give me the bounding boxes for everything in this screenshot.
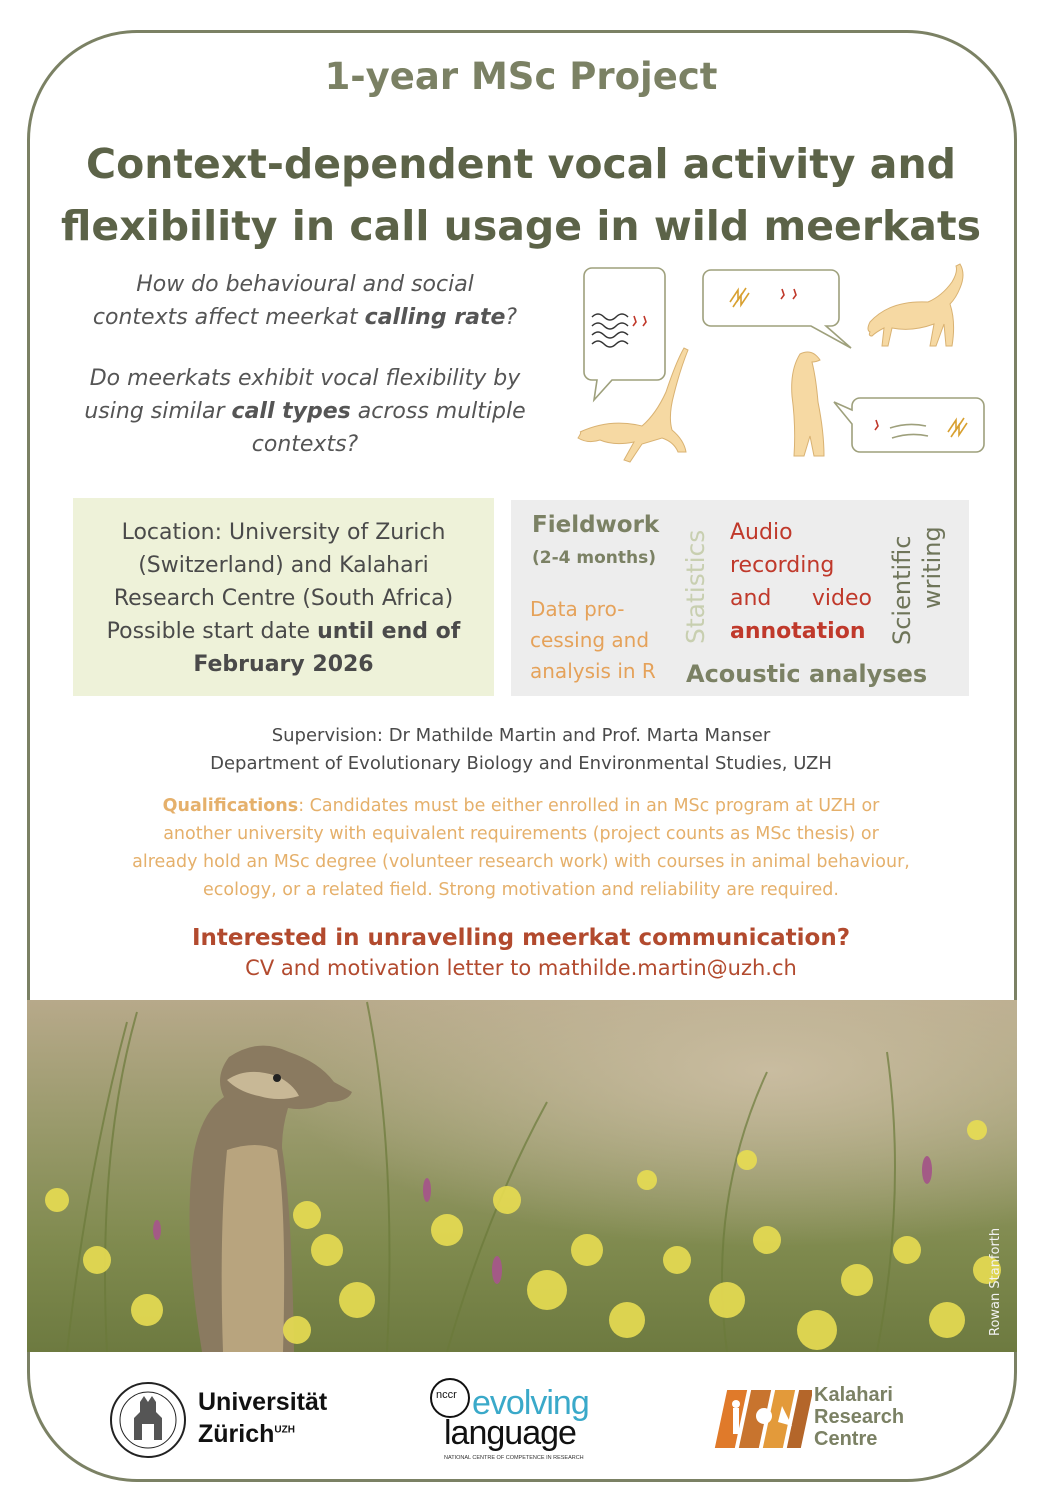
- data-processing-line-1: Data pro-: [530, 597, 625, 621]
- q2-line-1: Do meerkats exhibit vocal flexibility by: [89, 366, 521, 391]
- cta-contact[interactable]: CV and motivation letter to mathilde.martin@uzh.ch: [245, 956, 797, 980]
- qualifications: [60, 792, 982, 904]
- running-meerkat-icon: [578, 348, 688, 462]
- q1-end: ?: [505, 305, 518, 330]
- kalahari-research-centre-logo[interactable]: [712, 1384, 952, 1464]
- uzh-name-1: Universität: [198, 1388, 328, 1416]
- writing-line: writing: [918, 526, 946, 609]
- start-date-line-2: [83, 648, 484, 681]
- nccr-badge: nccr: [436, 1389, 457, 1401]
- q2-text-2: across multiple: [350, 399, 526, 424]
- line-glyph-icon: [890, 424, 928, 438]
- qualifications-line-1: [60, 792, 982, 820]
- krc-line-1: Kalahari: [814, 1384, 893, 1406]
- uzh-superscript: UZH: [274, 1424, 295, 1436]
- skills-box: [511, 500, 969, 696]
- start-date-label: Possible start date: [106, 619, 318, 644]
- start-date-bold-1: until end of: [317, 619, 461, 644]
- speech-bubble-left: [584, 268, 665, 400]
- q1-line-1: How do behavioural and social: [136, 272, 474, 297]
- data-processing-line-3: analysis in R: [530, 659, 656, 683]
- q1-text: contexts affect meerkat: [92, 305, 365, 330]
- skill-statistics: Statistics: [681, 529, 710, 644]
- krc-name: [814, 1384, 904, 1450]
- skill-audio-recording: [730, 516, 872, 648]
- uzh-name-2: [198, 1420, 295, 1449]
- qualifications-line-4: ecology, or a related field. Strong motivation and reliability are required.: [203, 880, 839, 900]
- q2-line-2: [60, 395, 550, 428]
- audio-and: and: [730, 586, 772, 611]
- q2-bold: call types: [231, 399, 351, 424]
- start-date-bold-2: February 2026: [193, 652, 374, 677]
- qualifications-line-2: another university with equivalent requirements (project counts as MSc thesis) or: [163, 824, 879, 844]
- audio-line-3: [730, 582, 872, 615]
- supervision: [0, 722, 1042, 778]
- supervision-line-2: Department of Evolutionary Biology and Environmental Studies, UZH: [210, 753, 832, 774]
- meerkat-illustration: [570, 262, 990, 477]
- photo-credit: Rowan Stanforth: [988, 1227, 1003, 1336]
- research-question-1: [60, 268, 550, 334]
- research-question-2: [60, 362, 550, 461]
- cta-headline: Interested in unravelling meerkat communication?: [191, 925, 851, 951]
- audio-line-2: recording: [730, 553, 835, 578]
- krc-line-2: Research: [814, 1406, 905, 1428]
- qualifications-line-3: already hold an MSc degree (volunteer research work) with courses in animal behaviour,: [132, 852, 910, 872]
- uzh-name-2-text: Zürich: [198, 1420, 275, 1448]
- location-line-1: Location: University of Zurich: [121, 520, 446, 545]
- nccr-language: language: [444, 1414, 576, 1452]
- title-line-1: Context-dependent vocal activity and: [85, 140, 957, 188]
- audio-annotation: annotation: [730, 619, 866, 644]
- scientific-line: Scientific: [888, 535, 916, 645]
- data-processing-line-2: cessing and: [530, 628, 650, 652]
- start-date-line: [83, 615, 484, 648]
- uzh-logo[interactable]: [108, 1378, 348, 1458]
- project-kicker: 1-year MSc Project: [324, 55, 718, 98]
- q2-line-3: contexts?: [251, 432, 359, 457]
- speech-bubble-top: [703, 270, 851, 348]
- title-line-2: flexibility in call usage in wild meerkats: [61, 202, 981, 250]
- location-line-2: (Switzerland) and Kalahari: [138, 553, 429, 578]
- q1-bold: calling rate: [364, 305, 506, 330]
- krc-emblem-icon: [712, 1386, 812, 1452]
- nccr-evolving: evolving: [472, 1384, 589, 1422]
- q1-line-2: [60, 301, 550, 334]
- qualifications-label: Qualifications: [162, 796, 299, 816]
- meerkat-photo: [27, 1000, 1017, 1352]
- krc-line-3: Centre: [814, 1428, 878, 1450]
- q2-text: using similar: [84, 399, 232, 424]
- skill-fieldwork: Fieldwork: [532, 512, 660, 538]
- skill-fieldwork-duration: (2-4 months): [532, 548, 657, 568]
- nccr-evolving-language-logo[interactable]: [430, 1378, 650, 1468]
- standing-meerkat-icon: [792, 352, 824, 456]
- nccr-subtitle: NATIONAL CENTRE OF COMPETENCE IN RESEARCH: [444, 1455, 584, 1461]
- skill-scientific-writing: [887, 526, 947, 645]
- project-title: [0, 133, 1042, 257]
- uzh-seal-icon: [108, 1380, 188, 1460]
- qualifications-text-1: : Candidates must be either enrolled in an MSc program at UZH or: [298, 796, 880, 816]
- audio-video: video: [811, 586, 872, 611]
- skill-acoustic-analyses: Acoustic analyses: [686, 660, 928, 688]
- wave-glyph-icon: [592, 314, 628, 347]
- location-line-3: Research Centre (South Africa): [113, 586, 454, 611]
- foraging-meerkat-icon: [868, 264, 963, 346]
- skill-data-processing: [530, 594, 656, 687]
- audio-line-1: Audio: [730, 520, 793, 545]
- location-box: [73, 498, 494, 696]
- supervision-line-1: Supervision: Dr Mathilde Martin and Prof. Marta Manser: [271, 725, 771, 746]
